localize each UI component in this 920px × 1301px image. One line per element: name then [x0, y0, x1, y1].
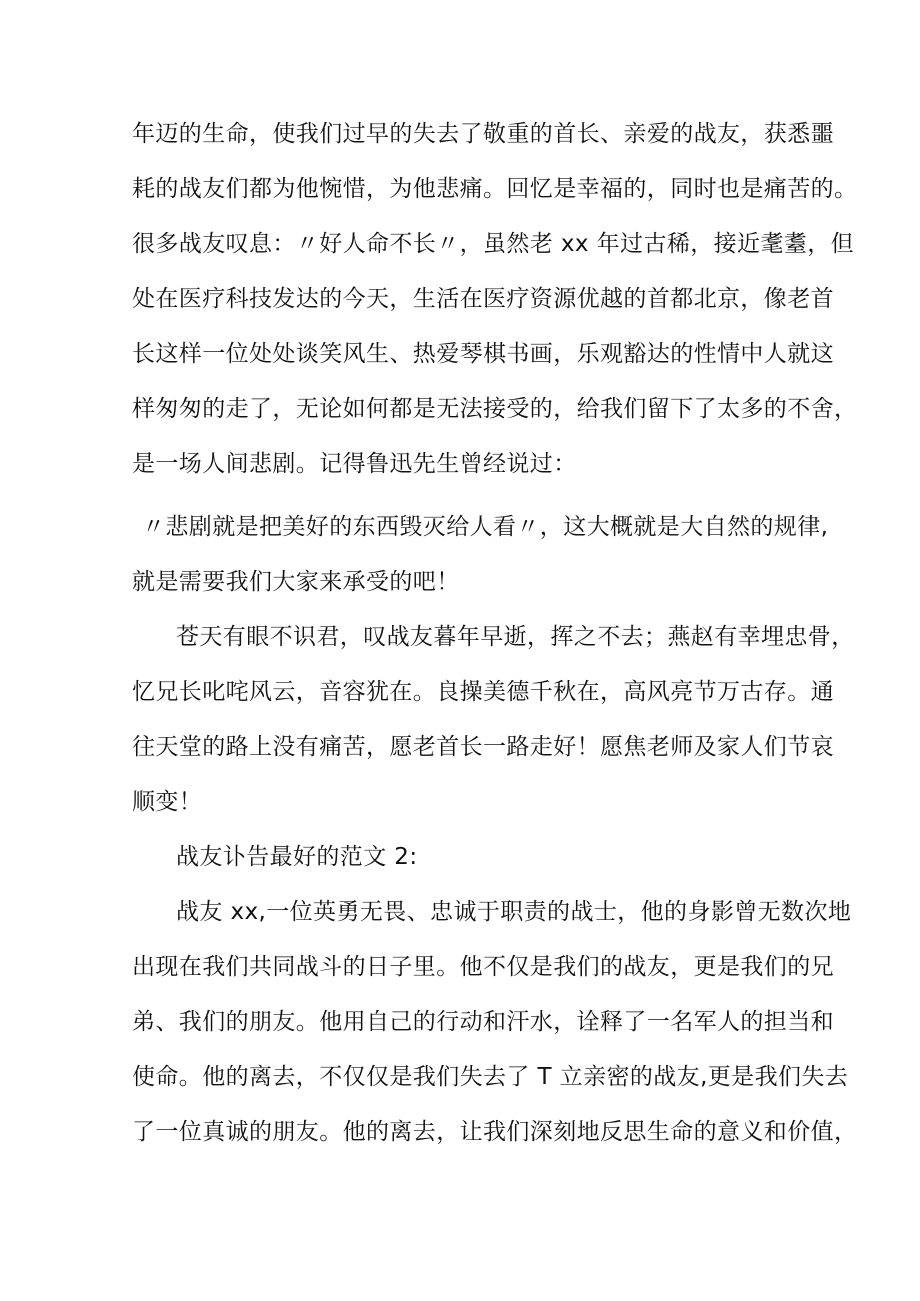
- paragraph-3-line-3: 弟、我们的朋友。他用自己的行动和汗水，诠释了一名军人的担当和: [132, 1009, 834, 1035]
- paragraph-3-line-2: 出现在我们共同战斗的日子里。他不仅是我们的战友，更是我们的兄: [132, 954, 834, 980]
- paragraph-1-line-8: 〃悲剧就是把美好的东西毁灭给人看〃，这大概就是大自然的规律,: [142, 514, 829, 540]
- paragraph-1-line-9: 就是需要我们大家来承受的吧！: [132, 569, 460, 595]
- paragraph-1-line-3: 很多战友叹息：〃好人命不长〃，虽然老 xx 年过古稀，接近耄耋，但: [132, 231, 855, 257]
- paragraph-2-line-3: 往天堂的路上没有痛苦，愿老首长一路走好！愿焦老师及家人们节哀: [132, 734, 834, 760]
- paragraph-1-line-1: 年迈的生命，使我们过早的失去了敬重的首长、亲爱的战友，获悉噩: [132, 121, 834, 147]
- paragraph-3-line-1: 战友 xx,一位英勇无畏、忠诚于职责的战士，他的身影曾无数次地: [176, 899, 852, 925]
- paragraph-1-line-6: 样匆匆的走了，无论如何都是无法接受的，给我们留下了太多的不舍，: [132, 396, 858, 422]
- paragraph-2-line-2: 忆兄长叱咤风云，音容犹在。良操美德千秋在，高风亮节万古存。通: [132, 679, 834, 705]
- paragraph-3-line-4: 使命。他的离去，不仅仅是我们失去了 T 立亲密的战友,更是我们失去: [132, 1064, 849, 1090]
- paragraph-2-line-4: 顺变！: [132, 789, 203, 815]
- paragraph-1-line-5: 长这样一位处处谈笑风生、热爱琴棋书画，乐观豁达的性情中人就这: [132, 341, 834, 367]
- paragraph-3-line-5: 了一位真诚的朋友。他的离去，让我们深刻地反思生命的意义和价值，: [132, 1119, 858, 1145]
- section-heading: 战友讣告最好的范文 2:: [176, 844, 418, 870]
- paragraph-1-line-7: 是一场人间悲剧。记得鲁迅先生曾经说过：: [132, 451, 577, 477]
- paragraph-1-line-2: 耗的战友们都为他惋惜，为他悲痛。回忆是幸福的，同时也是痛苦的。: [132, 176, 858, 202]
- paragraph-1-line-4: 处在医疗科技发达的今天，生活在医疗资源优越的首都北京，像老首: [132, 286, 834, 312]
- paragraph-2-line-1: 苍天有眼不识君，叹战友暮年早逝，挥之不去；燕赵有幸埋忠骨，: [176, 624, 855, 650]
